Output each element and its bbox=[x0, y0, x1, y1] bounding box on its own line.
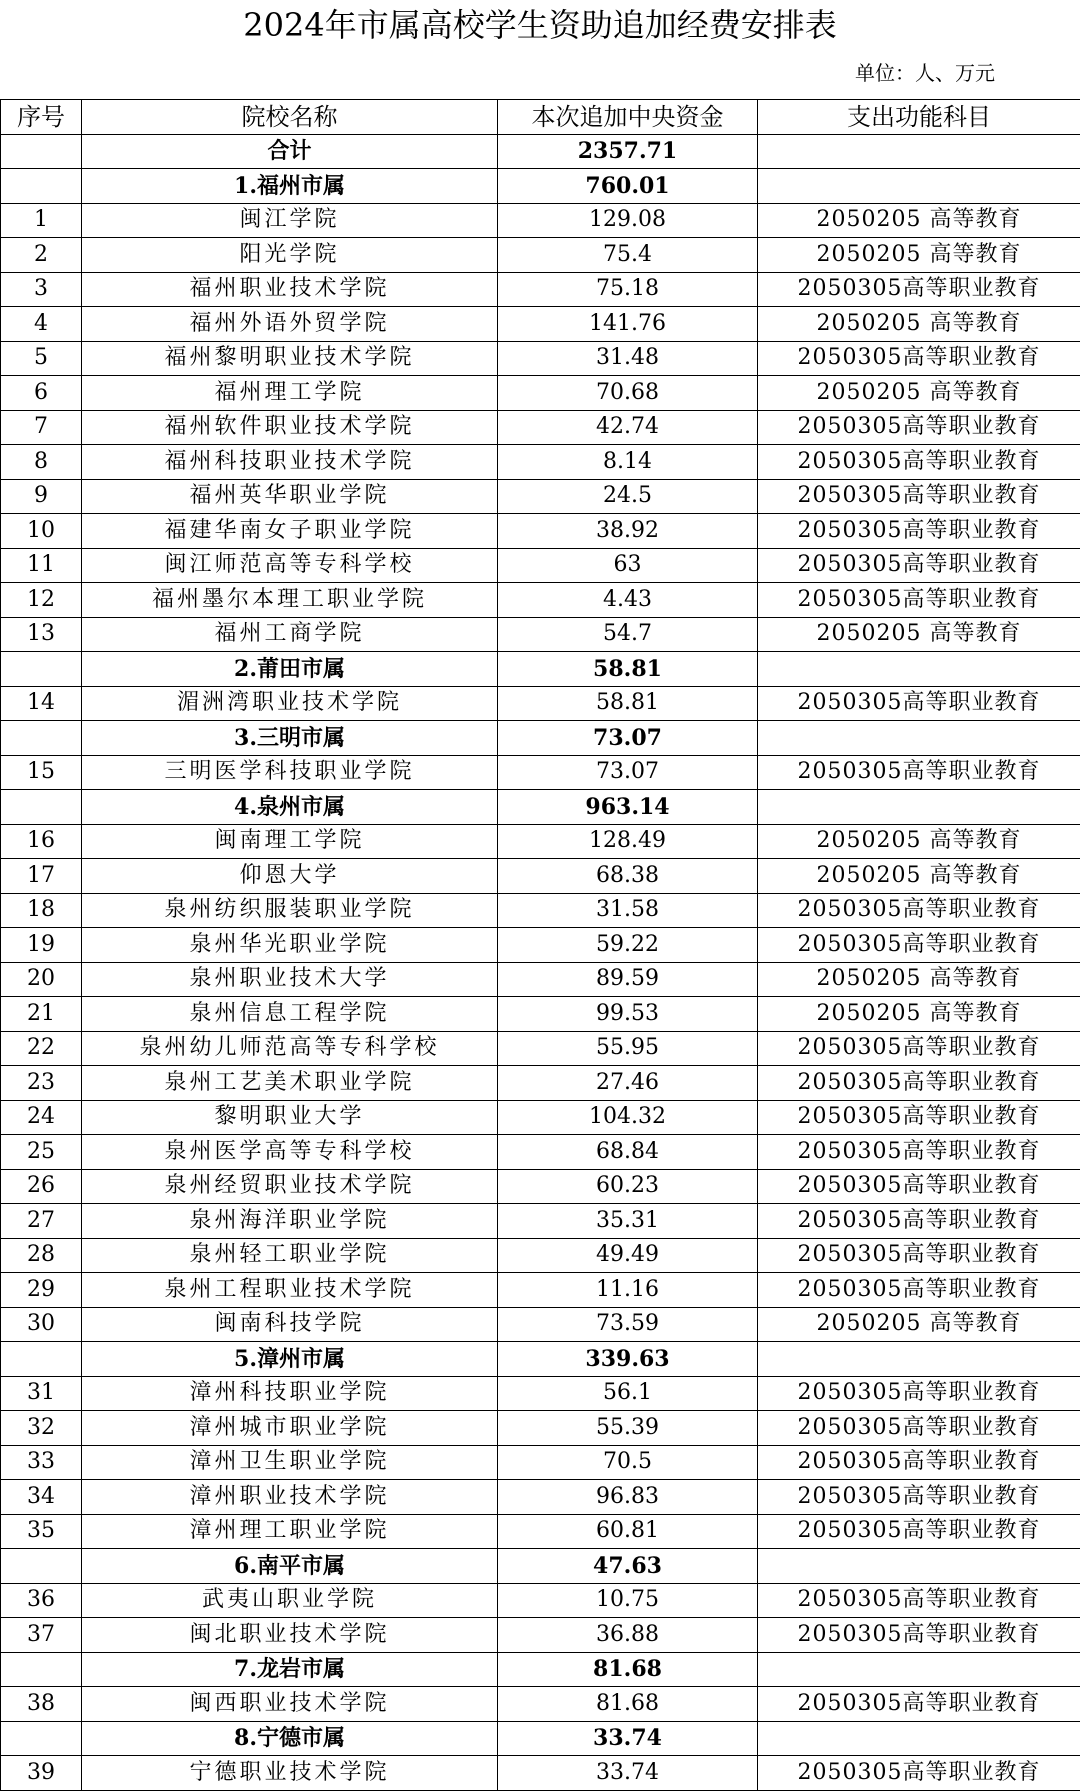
row-subject: 2050305高等职业教育 bbox=[758, 1238, 1080, 1273]
header-subject: 支出功能科目 bbox=[758, 100, 1080, 135]
row-school-name: 宁德职业技术学院 bbox=[82, 1756, 498, 1791]
row-amount: 60.81 bbox=[498, 1514, 758, 1549]
table-row bbox=[1, 238, 1080, 273]
table-row bbox=[1, 410, 1080, 445]
table-row bbox=[1, 1169, 1080, 1204]
row-no: 29 bbox=[1, 1273, 82, 1308]
row-school-name: 泉州医学高等专科学校 bbox=[82, 1135, 498, 1170]
group-row bbox=[1, 1549, 1080, 1584]
row-subject: 2050305高等职业教育 bbox=[758, 1411, 1080, 1446]
unit-note: 单位：人、万元 bbox=[0, 58, 995, 88]
row-school-name: 湄洲湾职业技术学院 bbox=[82, 686, 498, 721]
row-no: 17 bbox=[1, 859, 82, 894]
row-subject: 2050305高等职业教育 bbox=[758, 893, 1080, 928]
row-subject: 2050305高等职业教育 bbox=[758, 548, 1080, 583]
row-no: 4 bbox=[1, 307, 82, 342]
table-row bbox=[1, 617, 1080, 652]
row-amount: 31.48 bbox=[498, 341, 758, 376]
row-school-name: 福州职业技术学院 bbox=[82, 272, 498, 307]
row-no: 8 bbox=[1, 445, 82, 480]
row-no: 16 bbox=[1, 824, 82, 859]
group-amount: 81.68 bbox=[498, 1652, 758, 1687]
row-subject: 2050305高等职业教育 bbox=[758, 1273, 1080, 1308]
group-label: 7.龙岩市属 bbox=[82, 1652, 498, 1687]
row-no: 32 bbox=[1, 1411, 82, 1446]
row-school-name: 福州软件职业技术学院 bbox=[82, 410, 498, 445]
group-no bbox=[1, 652, 82, 687]
row-no: 24 bbox=[1, 1100, 82, 1135]
row-no: 23 bbox=[1, 1066, 82, 1101]
row-amount: 38.92 bbox=[498, 514, 758, 549]
row-no: 12 bbox=[1, 583, 82, 618]
row-school-name: 福州工商学院 bbox=[82, 617, 498, 652]
row-school-name: 闽南理工学院 bbox=[82, 824, 498, 859]
group-row bbox=[1, 1342, 1080, 1377]
group-amount: 58.81 bbox=[498, 652, 758, 687]
row-amount: 11.16 bbox=[498, 1273, 758, 1308]
row-amount: 128.49 bbox=[498, 824, 758, 859]
row-school-name: 黎明职业大学 bbox=[82, 1100, 498, 1135]
group-no bbox=[1, 1721, 82, 1756]
group-subject bbox=[758, 1342, 1080, 1377]
row-amount: 10.75 bbox=[498, 1583, 758, 1618]
table-row bbox=[1, 928, 1080, 963]
table-row bbox=[1, 1756, 1080, 1791]
row-amount: 75.4 bbox=[498, 238, 758, 273]
row-subject: 2050205 高等教育 bbox=[758, 824, 1080, 859]
row-school-name: 泉州纺织服装职业学院 bbox=[82, 893, 498, 928]
row-subject: 2050305高等职业教育 bbox=[758, 1445, 1080, 1480]
row-amount: 24.5 bbox=[498, 479, 758, 514]
group-row bbox=[1, 652, 1080, 687]
row-amount: 73.07 bbox=[498, 755, 758, 790]
row-amount: 70.68 bbox=[498, 376, 758, 411]
row-no: 35 bbox=[1, 1514, 82, 1549]
row-subject: 2050305高等职业教育 bbox=[758, 755, 1080, 790]
table-row bbox=[1, 1066, 1080, 1101]
table-row bbox=[1, 1480, 1080, 1515]
row-no: 37 bbox=[1, 1618, 82, 1653]
row-subject: 2050305高等职业教育 bbox=[758, 1376, 1080, 1411]
table-row bbox=[1, 307, 1080, 342]
row-school-name: 福建华南女子职业学院 bbox=[82, 514, 498, 549]
group-amount: 963.14 bbox=[498, 790, 758, 825]
row-school-name: 福州墨尔本理工职业学院 bbox=[82, 583, 498, 618]
row-amount: 141.76 bbox=[498, 307, 758, 342]
group-subject bbox=[758, 652, 1080, 687]
row-no: 27 bbox=[1, 1204, 82, 1239]
table-body bbox=[1, 134, 1080, 1790]
group-subject bbox=[758, 1549, 1080, 1584]
row-school-name: 福州理工学院 bbox=[82, 376, 498, 411]
document-title: 2024年市属高校学生资助追加经费安排表 bbox=[0, 0, 1080, 50]
total-label: 合计 bbox=[82, 134, 498, 169]
row-no: 39 bbox=[1, 1756, 82, 1791]
row-amount: 75.18 bbox=[498, 272, 758, 307]
group-label: 6.南平市属 bbox=[82, 1549, 498, 1584]
row-subject: 2050205 高等教育 bbox=[758, 617, 1080, 652]
row-subject: 2050305高等职业教育 bbox=[758, 928, 1080, 963]
row-school-name: 泉州华光职业学院 bbox=[82, 928, 498, 963]
table-row bbox=[1, 893, 1080, 928]
row-subject: 2050305高等职业教育 bbox=[758, 1169, 1080, 1204]
row-subject: 2050305高等职业教育 bbox=[758, 1204, 1080, 1239]
table-row bbox=[1, 376, 1080, 411]
row-no: 2 bbox=[1, 238, 82, 273]
row-no: 1 bbox=[1, 203, 82, 238]
row-no: 3 bbox=[1, 272, 82, 307]
row-subject: 2050205 高等教育 bbox=[758, 307, 1080, 342]
table-row bbox=[1, 1273, 1080, 1308]
table-row bbox=[1, 686, 1080, 721]
row-no: 14 bbox=[1, 686, 82, 721]
row-amount: 8.14 bbox=[498, 445, 758, 480]
row-no: 36 bbox=[1, 1583, 82, 1618]
group-amount: 339.63 bbox=[498, 1342, 758, 1377]
row-school-name: 泉州职业技术大学 bbox=[82, 962, 498, 997]
row-amount: 36.88 bbox=[498, 1618, 758, 1653]
row-subject: 2050205 高等教育 bbox=[758, 962, 1080, 997]
row-amount: 49.49 bbox=[498, 1238, 758, 1273]
table-row bbox=[1, 272, 1080, 307]
header-no: 序号 bbox=[1, 100, 82, 135]
row-school-name: 泉州工艺美术职业学院 bbox=[82, 1066, 498, 1101]
table-row bbox=[1, 514, 1080, 549]
row-school-name: 漳州理工职业学院 bbox=[82, 1514, 498, 1549]
table-row bbox=[1, 1445, 1080, 1480]
row-no: 33 bbox=[1, 1445, 82, 1480]
row-amount: 70.5 bbox=[498, 1445, 758, 1480]
group-label: 2.莆田市属 bbox=[82, 652, 498, 687]
table-row bbox=[1, 341, 1080, 376]
row-school-name: 泉州轻工职业学院 bbox=[82, 1238, 498, 1273]
row-school-name: 闽南科技学院 bbox=[82, 1307, 498, 1342]
group-row bbox=[1, 790, 1080, 825]
table-row bbox=[1, 755, 1080, 790]
row-school-name: 漳州城市职业学院 bbox=[82, 1411, 498, 1446]
group-row bbox=[1, 1652, 1080, 1687]
row-school-name: 泉州海洋职业学院 bbox=[82, 1204, 498, 1239]
row-amount: 96.83 bbox=[498, 1480, 758, 1515]
table-row bbox=[1, 859, 1080, 894]
row-school-name: 泉州信息工程学院 bbox=[82, 997, 498, 1032]
row-amount: 99.53 bbox=[498, 997, 758, 1032]
group-no bbox=[1, 790, 82, 825]
total-no bbox=[1, 134, 82, 169]
row-school-name: 泉州幼儿师范高等专科学校 bbox=[82, 1031, 498, 1066]
row-school-name: 闽西职业技术学院 bbox=[82, 1687, 498, 1722]
row-school-name: 福州科技职业技术学院 bbox=[82, 445, 498, 480]
row-no: 20 bbox=[1, 962, 82, 997]
table-row bbox=[1, 962, 1080, 997]
row-no: 18 bbox=[1, 893, 82, 928]
group-subject bbox=[758, 169, 1080, 204]
group-label: 5.漳州市属 bbox=[82, 1342, 498, 1377]
row-subject: 2050305高等职业教育 bbox=[758, 1756, 1080, 1791]
row-subject: 2050305高等职业教育 bbox=[758, 410, 1080, 445]
total-subject bbox=[758, 134, 1080, 169]
row-no: 22 bbox=[1, 1031, 82, 1066]
row-amount: 33.74 bbox=[498, 1756, 758, 1791]
table-row bbox=[1, 548, 1080, 583]
table-row bbox=[1, 203, 1080, 238]
group-label: 3.三明市属 bbox=[82, 721, 498, 756]
group-label: 4.泉州市属 bbox=[82, 790, 498, 825]
table-row bbox=[1, 1376, 1080, 1411]
row-school-name: 福州外语外贸学院 bbox=[82, 307, 498, 342]
table-row bbox=[1, 1204, 1080, 1239]
row-school-name: 三明医学科技职业学院 bbox=[82, 755, 498, 790]
row-subject: 2050305高等职业教育 bbox=[758, 1583, 1080, 1618]
group-no bbox=[1, 1549, 82, 1584]
row-amount: 35.31 bbox=[498, 1204, 758, 1239]
row-subject: 2050205 高等教育 bbox=[758, 238, 1080, 273]
row-subject: 2050205 高等教育 bbox=[758, 997, 1080, 1032]
row-school-name: 武夷山职业学院 bbox=[82, 1583, 498, 1618]
group-amount: 73.07 bbox=[498, 721, 758, 756]
row-subject: 2050305高等职业教育 bbox=[758, 341, 1080, 376]
row-school-name: 闽北职业技术学院 bbox=[82, 1618, 498, 1653]
row-subject: 2050205 高等教育 bbox=[758, 1307, 1080, 1342]
row-amount: 27.46 bbox=[498, 1066, 758, 1101]
row-subject: 2050305高等职业教育 bbox=[758, 1480, 1080, 1515]
row-amount: 89.59 bbox=[498, 962, 758, 997]
group-amount: 47.63 bbox=[498, 1549, 758, 1584]
group-row bbox=[1, 721, 1080, 756]
row-amount: 4.43 bbox=[498, 583, 758, 618]
table-row bbox=[1, 1411, 1080, 1446]
group-label: 8.宁德市属 bbox=[82, 1721, 498, 1756]
row-school-name: 闽江学院 bbox=[82, 203, 498, 238]
table-row bbox=[1, 1583, 1080, 1618]
header-school: 院校名称 bbox=[82, 100, 498, 135]
row-subject: 2050305高等职业教育 bbox=[758, 1031, 1080, 1066]
group-amount: 760.01 bbox=[498, 169, 758, 204]
row-school-name: 泉州经贸职业技术学院 bbox=[82, 1169, 498, 1204]
row-amount: 42.74 bbox=[498, 410, 758, 445]
row-subject: 2050305高等职业教育 bbox=[758, 272, 1080, 307]
row-amount: 54.7 bbox=[498, 617, 758, 652]
row-no: 19 bbox=[1, 928, 82, 963]
header-row bbox=[1, 100, 1080, 135]
table-row bbox=[1, 1100, 1080, 1135]
group-row bbox=[1, 169, 1080, 204]
row-school-name: 福州英华职业学院 bbox=[82, 479, 498, 514]
row-school-name: 漳州科技职业学院 bbox=[82, 1376, 498, 1411]
row-school-name: 闽江师范高等专科学校 bbox=[82, 548, 498, 583]
row-subject: 2050205 高等教育 bbox=[758, 376, 1080, 411]
group-subject bbox=[758, 790, 1080, 825]
table-row bbox=[1, 583, 1080, 618]
row-no: 30 bbox=[1, 1307, 82, 1342]
row-no: 25 bbox=[1, 1135, 82, 1170]
row-subject: 2050305高等职业教育 bbox=[758, 1100, 1080, 1135]
row-subject: 2050205 高等教育 bbox=[758, 203, 1080, 238]
table-row bbox=[1, 997, 1080, 1032]
row-subject: 2050305高等职业教育 bbox=[758, 686, 1080, 721]
header-amount: 本次追加中央资金 bbox=[498, 100, 758, 135]
total-row bbox=[1, 134, 1080, 169]
row-no: 34 bbox=[1, 1480, 82, 1515]
row-no: 31 bbox=[1, 1376, 82, 1411]
row-no: 11 bbox=[1, 548, 82, 583]
row-amount: 55.95 bbox=[498, 1031, 758, 1066]
row-no: 28 bbox=[1, 1238, 82, 1273]
row-school-name: 阳光学院 bbox=[82, 238, 498, 273]
table-row bbox=[1, 1514, 1080, 1549]
row-school-name: 福州黎明职业技术学院 bbox=[82, 341, 498, 376]
group-no bbox=[1, 1652, 82, 1687]
row-amount: 81.68 bbox=[498, 1687, 758, 1722]
row-amount: 104.32 bbox=[498, 1100, 758, 1135]
row-no: 38 bbox=[1, 1687, 82, 1722]
group-subject bbox=[758, 721, 1080, 756]
row-amount: 55.39 bbox=[498, 1411, 758, 1446]
table-row bbox=[1, 824, 1080, 859]
row-amount: 59.22 bbox=[498, 928, 758, 963]
row-no: 7 bbox=[1, 410, 82, 445]
group-amount: 33.74 bbox=[498, 1721, 758, 1756]
table-row bbox=[1, 1135, 1080, 1170]
group-no bbox=[1, 721, 82, 756]
total-amount: 2357.71 bbox=[498, 134, 758, 169]
row-amount: 56.1 bbox=[498, 1376, 758, 1411]
funding-table bbox=[0, 99, 1080, 1791]
table-row bbox=[1, 1307, 1080, 1342]
row-amount: 63 bbox=[498, 548, 758, 583]
row-amount: 73.59 bbox=[498, 1307, 758, 1342]
row-no: 10 bbox=[1, 514, 82, 549]
table-row bbox=[1, 1031, 1080, 1066]
row-no: 21 bbox=[1, 997, 82, 1032]
row-subject: 2050305高等职业教育 bbox=[758, 1514, 1080, 1549]
table-row bbox=[1, 445, 1080, 480]
table-row bbox=[1, 1238, 1080, 1273]
row-subject: 2050305高等职业教育 bbox=[758, 1066, 1080, 1101]
group-label: 1.福州市属 bbox=[82, 169, 498, 204]
row-amount: 60.23 bbox=[498, 1169, 758, 1204]
row-amount: 68.38 bbox=[498, 859, 758, 894]
row-subject: 2050305高等职业教育 bbox=[758, 1618, 1080, 1653]
row-school-name: 漳州职业技术学院 bbox=[82, 1480, 498, 1515]
row-school-name: 仰恩大学 bbox=[82, 859, 498, 894]
row-no: 9 bbox=[1, 479, 82, 514]
row-no: 26 bbox=[1, 1169, 82, 1204]
row-subject: 2050305高等职业教育 bbox=[758, 514, 1080, 549]
row-subject: 2050305高等职业教育 bbox=[758, 1135, 1080, 1170]
row-no: 6 bbox=[1, 376, 82, 411]
table-row bbox=[1, 1687, 1080, 1722]
group-no bbox=[1, 169, 82, 204]
row-amount: 68.84 bbox=[498, 1135, 758, 1170]
row-subject: 2050305高等职业教育 bbox=[758, 445, 1080, 480]
group-subject bbox=[758, 1721, 1080, 1756]
row-school-name: 漳州卫生职业学院 bbox=[82, 1445, 498, 1480]
row-subject: 2050305高等职业教育 bbox=[758, 479, 1080, 514]
row-no: 13 bbox=[1, 617, 82, 652]
row-amount: 31.58 bbox=[498, 893, 758, 928]
row-school-name: 泉州工程职业技术学院 bbox=[82, 1273, 498, 1308]
table-row bbox=[1, 1618, 1080, 1653]
row-subject: 2050205 高等教育 bbox=[758, 859, 1080, 894]
group-subject bbox=[758, 1652, 1080, 1687]
row-amount: 129.08 bbox=[498, 203, 758, 238]
row-subject: 2050305高等职业教育 bbox=[758, 583, 1080, 618]
row-amount: 58.81 bbox=[498, 686, 758, 721]
group-row bbox=[1, 1721, 1080, 1756]
group-no bbox=[1, 1342, 82, 1377]
row-no: 15 bbox=[1, 755, 82, 790]
row-subject: 2050305高等职业教育 bbox=[758, 1687, 1080, 1722]
table-row bbox=[1, 479, 1080, 514]
row-no: 5 bbox=[1, 341, 82, 376]
